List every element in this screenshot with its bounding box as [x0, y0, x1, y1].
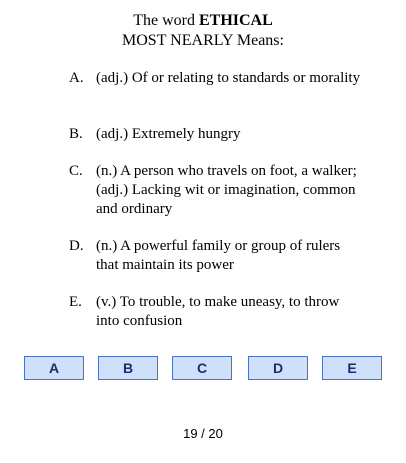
option-letter: A. — [69, 70, 84, 86]
question-line-1 — [0, 11, 406, 31]
question-line-2: MOST NEARLY Means: — [122, 32, 284, 49]
answer-button-d[interactable]: D — [248, 356, 308, 380]
option-letter: E. — [69, 294, 82, 310]
option-text: (adj.) Extremely hungry — [96, 126, 241, 142]
option-a — [64, 69, 364, 107]
answer-button-c[interactable]: C — [172, 356, 232, 380]
answer-button-e[interactable]: E — [322, 356, 382, 380]
question-word: ETHICAL — [198, 12, 273, 29]
option-c — [64, 162, 364, 219]
option-letter: B. — [69, 126, 83, 142]
option-letter: D. — [69, 238, 84, 254]
answer-button-b[interactable]: B — [98, 356, 158, 380]
option-d — [64, 237, 364, 275]
option-e — [64, 293, 364, 331]
option-text: (v.) To trouble, to make uneasy, to throw into confusion — [96, 294, 340, 329]
question-prefix: The word — [133, 12, 199, 29]
page-counter: 19 / 20 — [183, 426, 223, 441]
option-text: (n.) A powerful family or group of rulers that maintain its power — [96, 238, 341, 273]
answer-button-a[interactable]: A — [24, 356, 84, 380]
option-text: (n.) A person who travels on foot, a walker; (adj.) Lacking wit or imagination, common and ordinary — [96, 163, 357, 217]
answer-button-row — [24, 356, 384, 380]
option-b — [64, 125, 364, 144]
question-prompt — [0, 11, 406, 51]
option-letter: C. — [69, 163, 83, 179]
answer-options-list — [64, 69, 364, 349]
option-text: (adj.) Of or relating to standards or morality — [96, 70, 361, 86]
